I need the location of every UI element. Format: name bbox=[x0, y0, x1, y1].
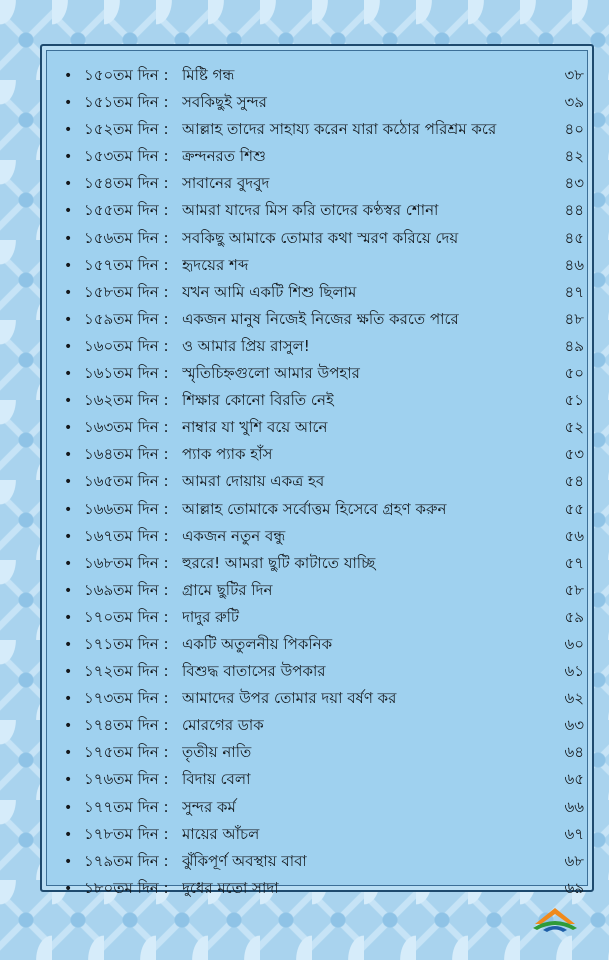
toc-day: ১৬১তম দিন : bbox=[84, 364, 169, 383]
toc-title: সুন্দর কর্ম bbox=[182, 797, 236, 816]
bullet: • bbox=[64, 718, 73, 735]
toc-day: ১৬৭তম দিন : bbox=[84, 526, 169, 545]
toc-entry bbox=[64, 658, 588, 685]
toc-page-number: ৬৫ bbox=[564, 770, 584, 789]
toc-day: ১৬৮তম দিন : bbox=[84, 553, 169, 572]
toc-title: আমরা যাদের মিস করি তাদের কণ্ঠস্বর শোনা bbox=[182, 201, 439, 220]
toc-title: দুধের মতো সাদা bbox=[182, 878, 279, 897]
bullet: • bbox=[64, 203, 73, 220]
toc-day: ১৭৩তম দিন : bbox=[84, 689, 169, 708]
toc-entry bbox=[64, 712, 588, 739]
toc-title: সবকিছু আমাকে তোমার কথা স্মরণ করিয়ে দেয় bbox=[182, 228, 459, 247]
bullet: • bbox=[64, 311, 73, 328]
bullet: • bbox=[64, 447, 73, 464]
toc-page-number: ৬১ bbox=[564, 662, 584, 681]
toc-day: ১৬০তম দিন : bbox=[84, 336, 169, 355]
toc-title: দাদুর রুটি bbox=[182, 607, 240, 626]
toc-page-number: ৪৫ bbox=[564, 228, 584, 247]
toc-entry bbox=[64, 766, 588, 793]
bullet: • bbox=[64, 420, 73, 437]
toc-page-number: ৪০ bbox=[564, 120, 584, 139]
toc-page-number: ৫৩ bbox=[564, 445, 584, 464]
toc-day: ১৫৮তম দিন : bbox=[84, 282, 169, 301]
bullet: • bbox=[64, 474, 73, 491]
toc-entry bbox=[64, 441, 588, 468]
toc-title: স্মৃতিচিহ্নগুলো আমার উপহার bbox=[182, 364, 360, 383]
toc-day: ১৫৭তম দিন : bbox=[84, 255, 169, 274]
toc-day: ১৬৬তম দিন : bbox=[84, 499, 169, 518]
contents-panel bbox=[40, 44, 594, 897]
bullet: • bbox=[64, 338, 73, 355]
toc-entry bbox=[64, 875, 588, 902]
toc-day: ১৭৭তম দিন : bbox=[84, 797, 169, 816]
toc-title: তৃতীয় নাতি bbox=[182, 743, 252, 762]
toc-day: ১৫৬তম দিন : bbox=[84, 228, 169, 247]
toc-page-number: ৫১ bbox=[564, 391, 584, 410]
toc-title: বিদায় বেলা bbox=[182, 770, 251, 789]
toc-page-number: ৬০ bbox=[564, 634, 584, 653]
toc-day: ১৫১তম দিন : bbox=[84, 93, 169, 112]
toc-entry bbox=[64, 468, 588, 495]
toc-title: আল্লাহ তোমাকে সর্বোত্তম হিসেবে গ্রহণ করুন bbox=[182, 499, 447, 518]
bullet: • bbox=[64, 880, 73, 897]
toc-day: ১৭২তম দিন : bbox=[84, 662, 169, 681]
toc-title: আমাদের উপর তোমার দয়া বর্ষণ কর bbox=[182, 689, 397, 708]
toc-entry bbox=[64, 143, 588, 170]
toc-entry bbox=[64, 89, 588, 116]
toc-title: একজন নতুন বন্ধু bbox=[182, 526, 286, 545]
bullet: • bbox=[64, 664, 73, 681]
toc-title: ক্রন্দনরত শিশু bbox=[182, 147, 266, 166]
toc-day: ১৫৯তম দিন : bbox=[84, 309, 169, 328]
toc-page-number: ৫৭ bbox=[564, 553, 584, 572]
toc-page-number: ৩৮ bbox=[564, 66, 584, 84]
toc-entry bbox=[64, 197, 588, 224]
toc-page-number: ৫৯ bbox=[564, 607, 584, 626]
toc-entry bbox=[64, 62, 588, 89]
toc-page-number: ৬৯ bbox=[564, 878, 584, 897]
toc-page-number: ৬২ bbox=[564, 689, 584, 708]
toc-day: ১৭০তম দিন : bbox=[84, 607, 169, 626]
toc-day: ১৮০তম দিন : bbox=[84, 878, 169, 897]
toc-title: মোরগের ডাক bbox=[182, 716, 264, 735]
bullet: • bbox=[64, 257, 73, 274]
toc-day: ১৬৯তম দিন : bbox=[84, 580, 169, 599]
toc-day: ১৭৪তম দিন : bbox=[84, 716, 169, 735]
bullet: • bbox=[64, 772, 73, 789]
toc-entry bbox=[64, 360, 588, 387]
toc-title: নাম্বার যা খুশি বয়ে আনে bbox=[182, 418, 328, 437]
toc-page-number: ৫২ bbox=[564, 418, 584, 437]
toc-entry bbox=[64, 252, 588, 279]
toc-title: মায়ের আঁচল bbox=[182, 824, 260, 843]
toc-title: একটি অতুলনীয় পিকনিক bbox=[182, 634, 333, 653]
bullet: • bbox=[64, 799, 73, 816]
toc-day: ১৫২তম দিন : bbox=[84, 120, 169, 139]
bullet: • bbox=[64, 68, 73, 84]
toc-page-number: ৪৯ bbox=[564, 336, 584, 355]
publisher-logo-icon bbox=[529, 902, 581, 934]
toc-entry bbox=[64, 116, 588, 143]
toc-entry bbox=[64, 306, 588, 333]
toc-day: ১৬২তম দিন : bbox=[84, 391, 169, 410]
toc-title: আমরা দোয়ায় একত্র হব bbox=[182, 472, 325, 491]
bullet: • bbox=[64, 582, 73, 599]
toc-entry bbox=[64, 631, 588, 658]
toc-title: হুররে! আমরা ছুটি কাটাতে যাচ্ছি bbox=[182, 553, 376, 572]
bullet: • bbox=[64, 149, 73, 166]
toc-entry bbox=[64, 821, 588, 848]
toc-day: ১৬৫তম দিন : bbox=[84, 472, 169, 491]
bullet: • bbox=[64, 501, 73, 518]
toc-page-number: ৪৪ bbox=[564, 201, 584, 220]
toc-entry bbox=[64, 685, 588, 712]
toc-entry bbox=[64, 496, 588, 523]
toc-page-number: ৪৩ bbox=[564, 174, 584, 193]
toc-title: হৃদয়ের শব্দ bbox=[182, 255, 249, 274]
toc-entry bbox=[64, 577, 588, 604]
bullet: • bbox=[64, 95, 73, 112]
toc-entry bbox=[64, 739, 588, 766]
toc-page-number: ৪২ bbox=[564, 147, 584, 166]
bullet: • bbox=[64, 691, 73, 708]
toc-day: ১৫০তম দিন : bbox=[84, 66, 169, 84]
toc-entry bbox=[64, 225, 588, 252]
bullet: • bbox=[64, 609, 73, 626]
bullet: • bbox=[64, 393, 73, 410]
toc-entry bbox=[64, 550, 588, 577]
toc-day: ১৫৩তম দিন : bbox=[84, 147, 169, 166]
toc-title: যখন আমি একটি শিশু ছিলাম bbox=[182, 282, 357, 301]
toc-page-number: ৫৪ bbox=[564, 472, 584, 491]
table-of-contents bbox=[64, 62, 588, 902]
bullet: • bbox=[64, 366, 73, 383]
toc-title: সাবানের বুদবুদ bbox=[182, 174, 270, 193]
bullet: • bbox=[64, 745, 73, 762]
toc-day: ১৫৫তম দিন : bbox=[84, 201, 169, 220]
toc-title: মিষ্টি গন্ধ bbox=[182, 66, 235, 84]
toc-title: ঝুঁকিপূর্ণ অবস্থায় বাবা bbox=[182, 851, 307, 870]
toc-entry bbox=[64, 414, 588, 441]
toc-day: ১৬৩তম দিন : bbox=[84, 418, 169, 437]
toc-page-number: ৪৮ bbox=[564, 309, 584, 328]
toc-entry bbox=[64, 279, 588, 306]
toc-day: ১৭৫তম দিন : bbox=[84, 743, 169, 762]
toc-day: ১৭৬তম দিন : bbox=[84, 770, 169, 789]
toc-day: ১৭১তম দিন : bbox=[84, 634, 169, 653]
toc-page-number: ৬৬ bbox=[564, 797, 584, 816]
toc-entry bbox=[64, 333, 588, 360]
toc-title: প্যাক প্যাক হাঁস bbox=[182, 445, 273, 464]
toc-page-number: ৬৭ bbox=[564, 824, 584, 843]
toc-page-number: ৬৪ bbox=[564, 743, 584, 762]
toc-day: ১৭৮তম দিন : bbox=[84, 824, 169, 843]
toc-day: ১৫৪তম দিন : bbox=[84, 174, 169, 193]
toc-entry bbox=[64, 170, 588, 197]
toc-page-number: ৬৮ bbox=[564, 851, 584, 870]
toc-entry bbox=[64, 523, 588, 550]
toc-page-number: ৫৫ bbox=[564, 499, 584, 518]
bullet: • bbox=[64, 528, 73, 545]
bullet: • bbox=[64, 826, 73, 843]
toc-day: ১৭৯তম দিন : bbox=[84, 851, 169, 870]
toc-page-number: ৫০ bbox=[564, 364, 584, 383]
bullet: • bbox=[64, 555, 73, 572]
toc-entry bbox=[64, 848, 588, 875]
toc-page-number: ৬৩ bbox=[564, 716, 584, 735]
toc-page-number: ৩৯ bbox=[564, 93, 584, 112]
toc-title: একজন মানুষ নিজেই নিজের ক্ষতি করতে পারে bbox=[182, 309, 459, 328]
toc-page-number: ৪৭ bbox=[564, 282, 584, 301]
bullet: • bbox=[64, 636, 73, 653]
toc-page-number: ৫৬ bbox=[564, 526, 584, 545]
bullet: • bbox=[64, 122, 73, 139]
toc-entry bbox=[64, 604, 588, 631]
toc-title: শিক্ষার কোনো বিরতি নেই bbox=[182, 391, 334, 410]
toc-entry bbox=[64, 794, 588, 821]
toc-title: গ্রামে ছুটির দিন bbox=[182, 580, 273, 599]
toc-day: ১৬৪তম দিন : bbox=[84, 445, 169, 464]
bullet: • bbox=[64, 176, 73, 193]
bullet: • bbox=[64, 853, 73, 870]
toc-title: বিশুদ্ধ বাতাসের উপকার bbox=[182, 662, 326, 681]
toc-page-number: ৫৮ bbox=[564, 580, 584, 599]
bullet: • bbox=[64, 230, 73, 247]
toc-title: আল্লাহ তাদের সাহায্য করেন যারা কঠোর পরিশ্রম করে bbox=[182, 120, 497, 139]
bullet: • bbox=[64, 284, 73, 301]
toc-title: ও আমার প্রিয় রাসুল! bbox=[182, 336, 310, 355]
toc-page-number: ৪৬ bbox=[564, 255, 584, 274]
toc-entry bbox=[64, 387, 588, 414]
toc-title: সবকিছুই সুন্দর bbox=[182, 93, 267, 112]
